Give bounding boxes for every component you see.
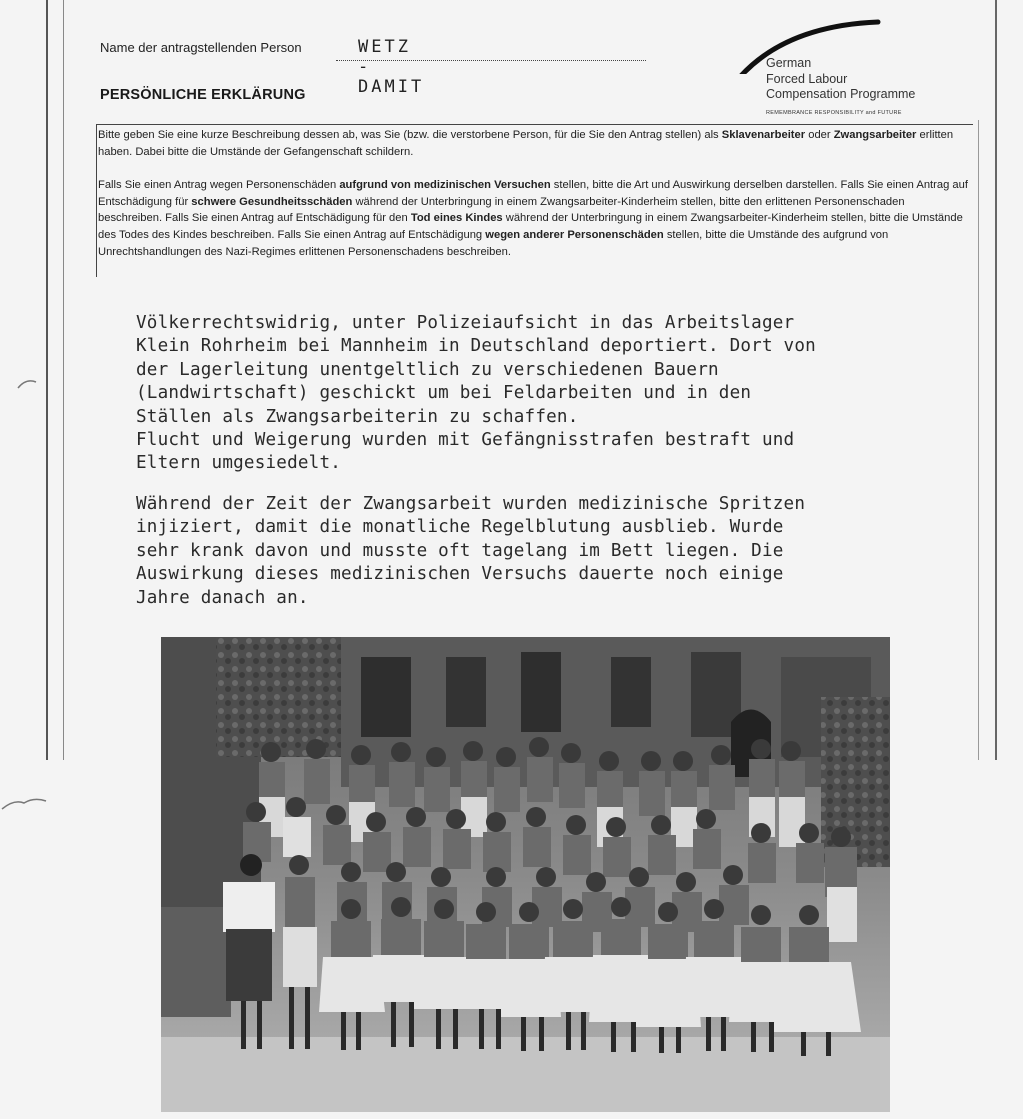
logo-line-2: Forced Labour (766, 71, 848, 86)
group-photo-image (161, 637, 890, 1112)
applicant-name-label: Name der antragstellenden Person (100, 40, 302, 55)
logo-line-3: Compensation Programme (766, 87, 916, 101)
logo-tagline: REMEMBRANCE RESPONSIBILITY and FUTURE (766, 109, 902, 116)
form-margin-right (978, 120, 979, 760)
page-title: PERSÖNLICHE ERKLÄRUNG (100, 87, 306, 103)
statement-paragraph-2: Während der Zeit der Zwangsarbeit wurden medizinische Spritzen injiziert, damit die monatliche Regelblutung ausblieb. Wurde sehr krank davon und musste oft tagelang im Bett liegen. Die Auswirkung dieses medizinischen Versuchs dauerte noch einige Jahre danach an. (136, 494, 806, 608)
logo-line-1: German (766, 56, 812, 70)
instructions-paragraph-1: Bitte geben Sie eine kurze Beschreibung dessen ab, was Sie (bzw. die verstorbene Person, für die Sie den Antrag stellen) als Sklavenarbeiter oder Zwangsarbeiter erlitten haben. Dabei bitte die Umstände der Gefangenschaft schildern. (98, 129, 954, 158)
group-photograph (161, 637, 890, 1112)
page-edge-right (995, 0, 997, 760)
form-margin-left (63, 0, 64, 760)
applicant-name-value: WETZ - DAMIT (358, 37, 425, 97)
programme-logo (730, 14, 960, 124)
statement-paragraph-1: Völkerrechtswidrig, unter Polizeiaufsicht in das Arbeitslager Klein Rohrheim bei Mannheim in Deutschland deportiert. Dort von der Lagerleitung unentgeltlich zu verschiedenen Bauern (Landwirtschaft) geschickt um bei Feldarbeiten und in den Ställen als Zwangsarbeiterin zu schaffen. Flucht und Weigerung wurden mit Gefängnisstrafen bestraft und Eltern umgesiedelt. (136, 313, 816, 474)
punch-hole-mark (0, 376, 50, 392)
instructions-paragraph-2: Falls Sie einen Antrag wegen Personenschäden aufgrund von medizinischen Versuchen stellen, bitte die Art und Auswirkung derselben darstellen. Falls Sie einen Antrag auf Entschädigung für schwere Gesundheitsschäden während der Unterbringung in einem Zwangsarbeiter-Kinderheim stellen, bitte den erlittenen Personenschaden beschreiben. Falls Sie einen Antrag auf Entschädigung für den Tod eines Kindes während der Unterbringung in einem Zwangsarbeiter-Kinderheim stellen, bitte die Umstände des Todes des Kindes beschreiben. Falls Sie einen Antrag auf Entschädigung wegen anderer Personenschäden stellen, bitte die Umstände des aufgrund von Unrechtshandlungen des Nazi-Regimes erlittenen Personenschadens beschreiben. (98, 179, 968, 258)
punch-hole-mark (0, 795, 50, 811)
